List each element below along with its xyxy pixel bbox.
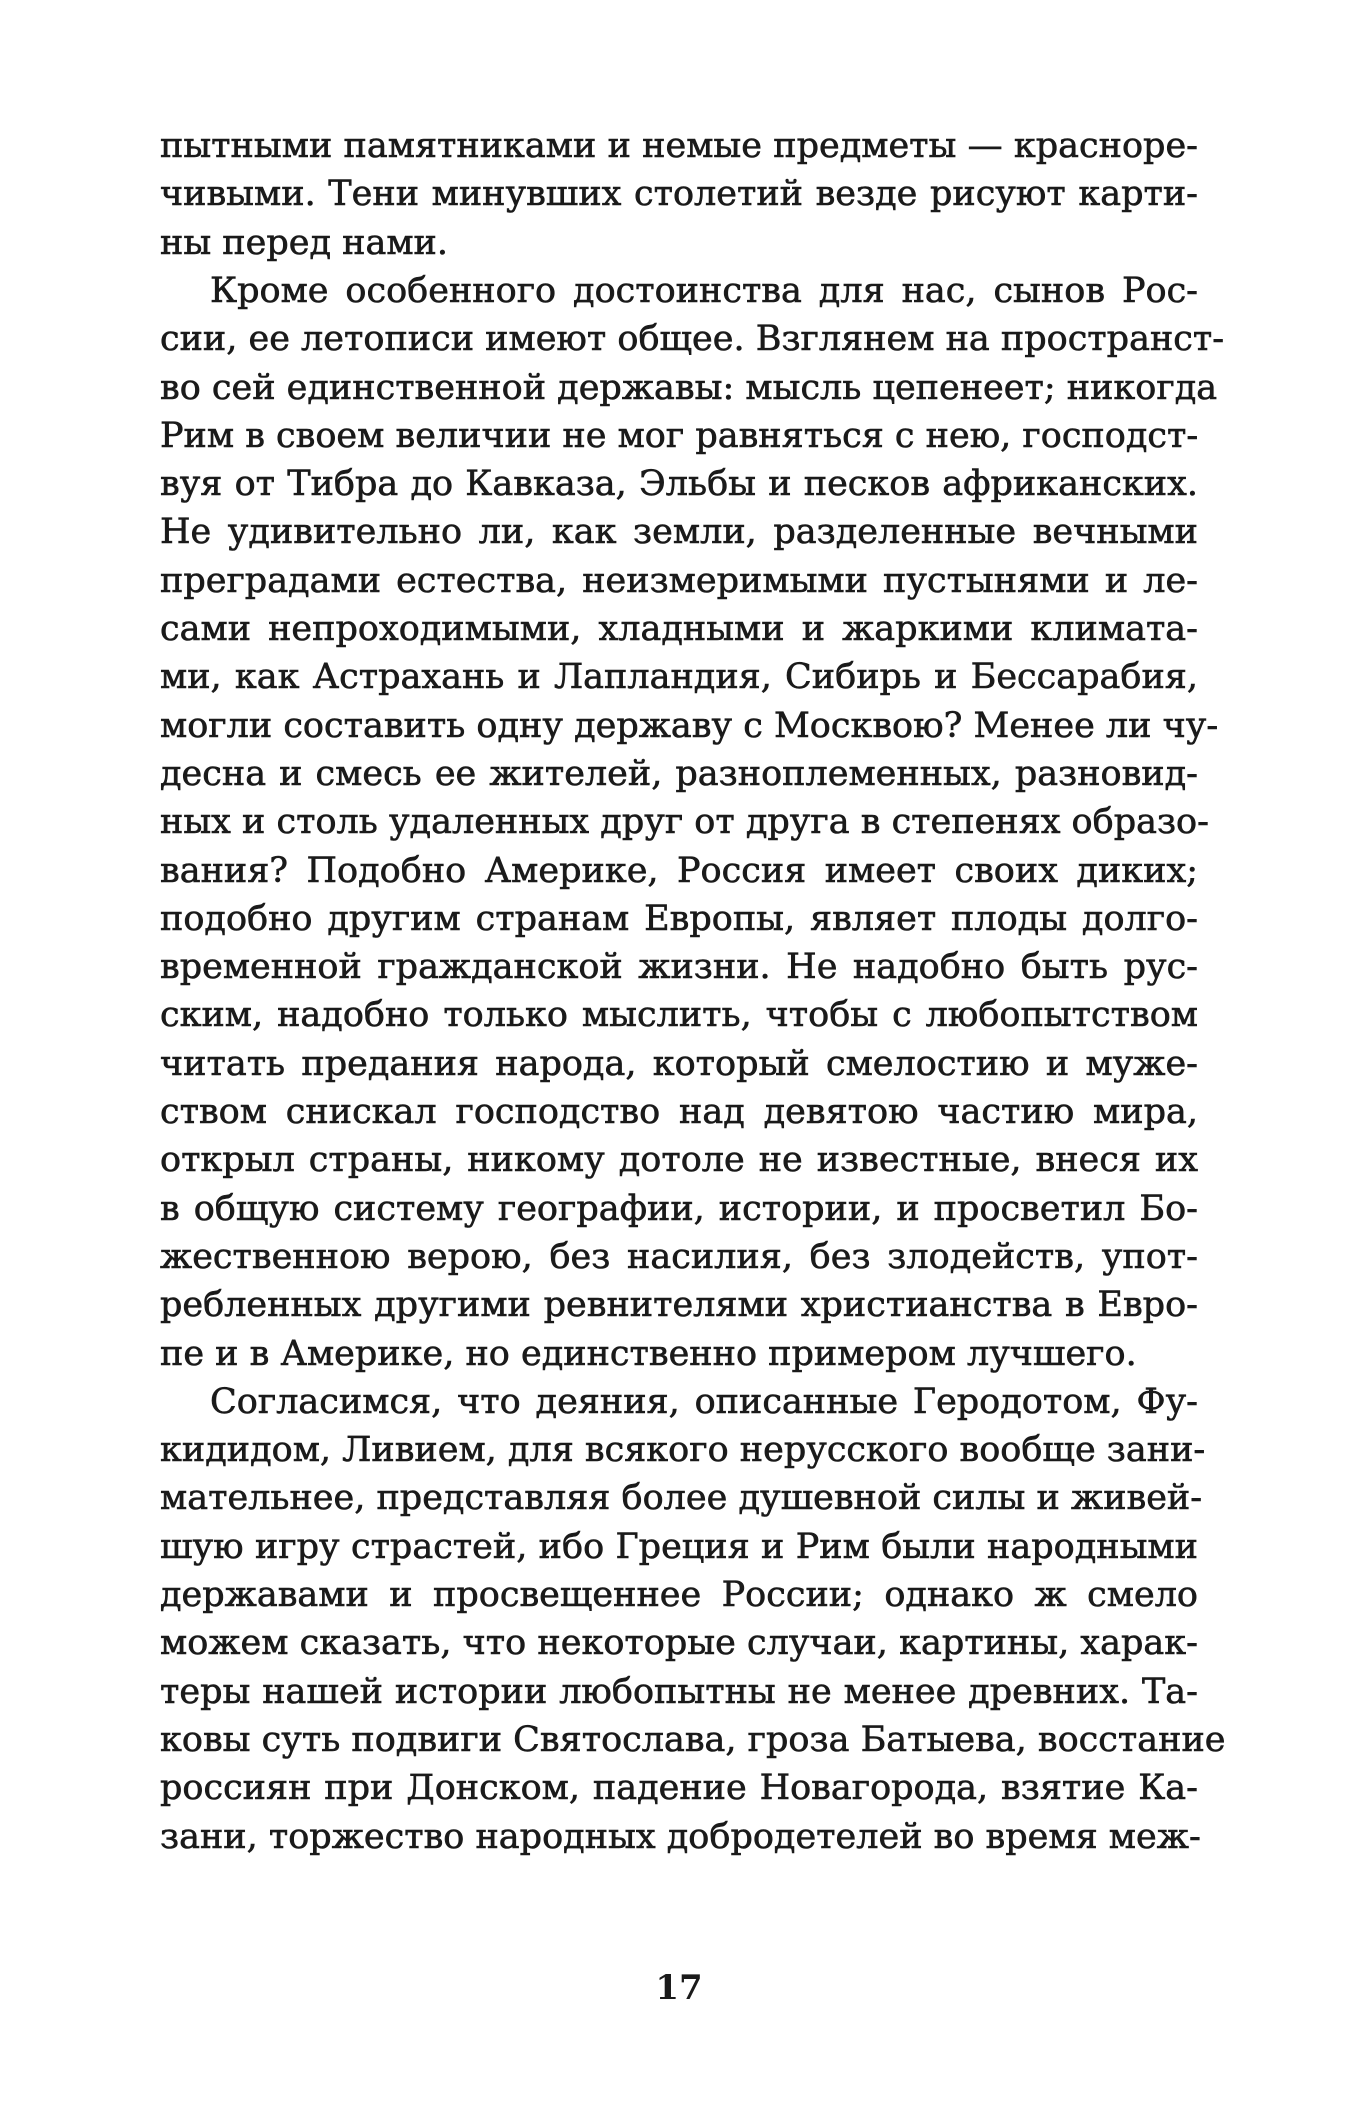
text-line: Кроме особенного достоинства для нас, сынов Рос-	[210, 271, 1198, 311]
text-line: россиян при Донском, падение Новагорода, взятие Ка-	[160, 1768, 1198, 1808]
text-line: мательнее, представляя более душевной силы и живей-	[160, 1478, 1203, 1518]
text-line: теры нашей истории любопытны не менее древних. Та-	[160, 1672, 1198, 1712]
text-line: во сей единственной державы: мысль цепенеет; никогда	[160, 368, 1218, 408]
text-line: кидидом, Ливием, для всякого нерусского вообще зани-	[160, 1430, 1206, 1470]
text-line: чивыми. Тени минувших столетий везде рисуют карти-	[160, 174, 1198, 214]
text-line: ством снискал господство над девятою частию мира,	[160, 1092, 1198, 1132]
text-line: пе и в Америке, но единственно примером лучшего.	[160, 1334, 1137, 1374]
text-line: сии, ее летописи имеют общее. Взглянем на пространст-	[160, 319, 1225, 359]
text-line: зани, торжество народных добродетелей во время меж-	[160, 1817, 1201, 1857]
text-line: Согласимся, что деяния, описанные Геродотом, Фу-	[210, 1382, 1198, 1422]
text-line: Не удивительно ли, как земли, разделенные вечными	[160, 512, 1198, 552]
text-line: ским, надобно только мыслить, чтобы с любопытством	[160, 995, 1198, 1035]
text-line: подобно другим странам Европы, являет плоды долго-	[160, 899, 1198, 939]
text-line: шую игру страстей, ибо Греция и Рим были народными	[160, 1527, 1198, 1567]
text-line: жественною верою, без насилия, без злодейств, упот-	[160, 1237, 1198, 1277]
text-line: преградами естества, неизмеримыми пустынями и ле-	[160, 561, 1198, 601]
text-line: вуя от Тибра до Кавказа, Эльбы и песков африканских.	[160, 464, 1198, 504]
text-line: ребленных другими ревнителями христианства в Евро-	[160, 1285, 1198, 1325]
text-line: ковы суть подвиги Святослава, гроза Батыева, восстание	[160, 1720, 1226, 1760]
text-line: временной гражданской жизни. Не надобно быть рус-	[160, 947, 1198, 987]
text-line: могли составить одну державу с Москвою? Менее ли чу-	[160, 706, 1219, 746]
text-line: открыл страны, никому дотоле не известные, внеся их	[160, 1140, 1198, 1180]
text-line: ных и столь удаленных друг от друга в степенях образо-	[160, 802, 1209, 842]
text-line: пытными памятниками и немые предметы — красноре-	[160, 126, 1198, 166]
text-line: ны перед нами.	[160, 223, 449, 263]
text-line: в общую систему географии, истории, и просветил Бо-	[160, 1189, 1198, 1229]
text-line: Рим в своем величии не мог равняться с нею, господст-	[160, 416, 1199, 456]
page-number: 17	[655, 1968, 703, 2008]
text-line: вания? Подобно Америке, Россия имеет своих диких;	[160, 851, 1198, 891]
text-line: державами и просвещеннее России; однако ж смело	[160, 1575, 1198, 1615]
text-line: десна и смесь ее жителей, разноплеменных, разновид-	[160, 754, 1198, 794]
text-line: ми, как Астрахань и Лапландия, Сибирь и Бессарабия,	[160, 657, 1198, 697]
text-line: можем сказать, что некоторые случаи, картины, харак-	[160, 1623, 1198, 1663]
text-line: читать предания народа, который смелостию и муже-	[160, 1044, 1198, 1084]
text-line: сами непроходимыми, хладными и жаркими климата-	[160, 609, 1198, 649]
